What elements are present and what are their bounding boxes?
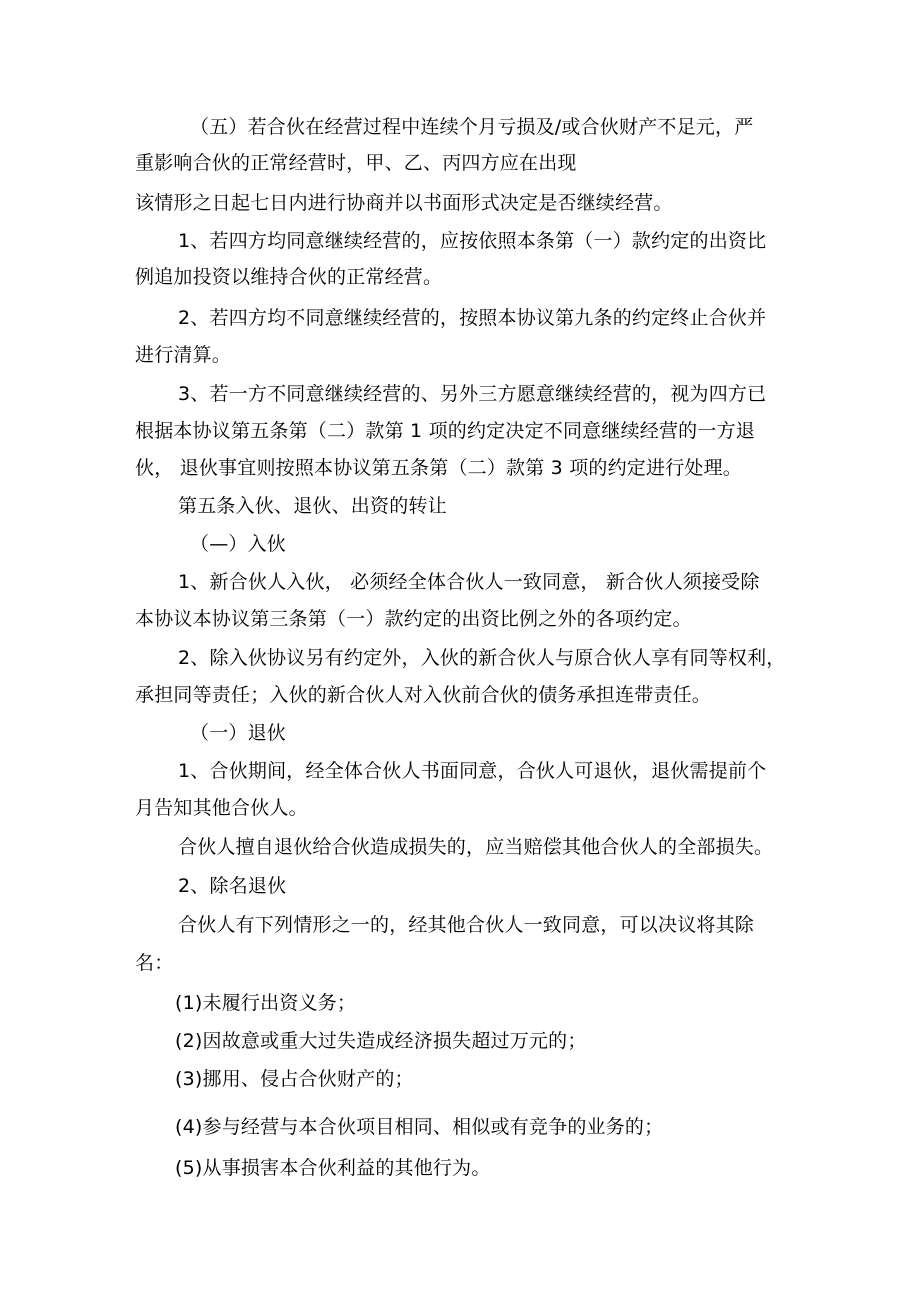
text-line: 2、除入伙协议另有约定外，入伙的新合伙人与原合伙人享有同等权利， (178, 647, 786, 669)
section-heading: 第五条入伙、退伙、出资的转让 (178, 495, 447, 517)
subsection-heading: （一）退伙 (190, 722, 287, 744)
text-line: 月告知其他合伙人。 (135, 797, 308, 819)
text-line: 1、新合伙人入伙， 必须经全体合伙人一致同意， 新合伙人须接受除 (178, 571, 760, 593)
list-item: (2)因故意或重大过失造成经济损失超过万元的； (175, 1030, 587, 1052)
text-line: 1、若四方均同意继续经营的，应按依照本条第（一）款约定的出资比 (178, 230, 767, 252)
text-line: 本协议本协议第三条第（一）款约定的出资比例之外的各项约定。 (135, 608, 692, 630)
text-line: 进行清算。 (135, 344, 232, 366)
text-line: 2、除名退伙 (178, 875, 287, 897)
text-line: 伙， 退伙事宜则按照本协议第五条第（二）款第 3 项的约定进行处理。 (135, 457, 743, 479)
text-line: 3、若一方不同意继续经营的、另外三方愿意继续经营的，视为四方已 (178, 383, 767, 405)
text-line: 承担同等责任；入伙的新合伙人对入伙前合伙的债务承担连带责任。 (135, 684, 712, 706)
list-item: (5)从事损害本合伙利益的其他行为。 (175, 1157, 491, 1179)
text-line: 例追加投资以维持合伙的正常经营。 (135, 266, 443, 288)
text-line: 根据本协议第五条第（二）款第 1 项的约定决定不同意继续经营的一方退 (135, 420, 755, 442)
text-line: 名： (135, 952, 174, 974)
list-item: (1)未履行出资义务； (175, 992, 357, 1014)
text-line: 2、若四方均不同意继续经营的，按照本协议第九条的约定终止合伙并 (178, 307, 767, 329)
list-item: (3)挪用、侵占合伙财产的； (175, 1068, 414, 1090)
list-item: (4)参与经营与本合伙项目相同、相似或有竞争的业务的； (175, 1116, 664, 1138)
text-line: 合伙人擅自退伙给合伙造成损失的，应当赔偿其他合伙人的全部损失。 (178, 836, 774, 858)
text-line: （五）若合伙在经营过程中连续个月亏损及/或合伙财产不足元，严 (190, 116, 754, 138)
text-line: 合伙人有下列情形之一的，经其他合伙人一致同意，可以决议将其除 (178, 914, 755, 936)
text-line: 重影响合伙的正常经营时，甲、乙、丙四方应在出现 (135, 152, 577, 174)
subsection-heading: （—）入伙 (190, 533, 287, 555)
text-line: 该情形之日起七日内进行协商并以书面形式决定是否继续经营。 (135, 192, 673, 214)
text-line: 1、合伙期间，经全体合伙人书面同意，合伙人可退伙，退伙需提前个 (178, 760, 767, 782)
